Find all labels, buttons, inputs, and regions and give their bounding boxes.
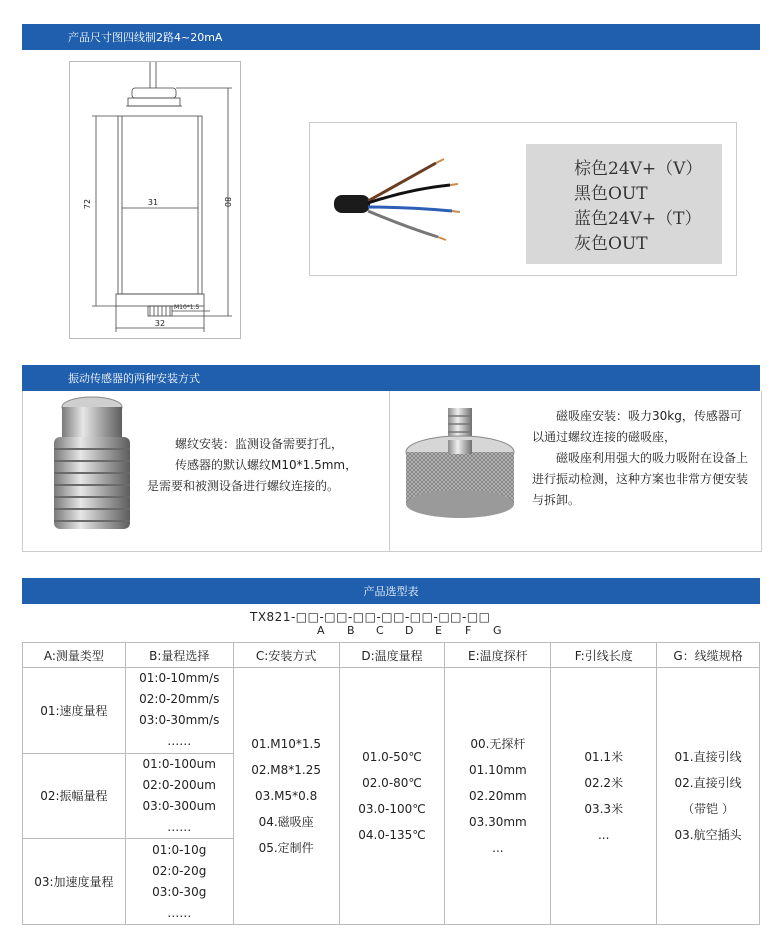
- lead-length-item: 03.3米: [584, 802, 624, 816]
- mounting-divider: [389, 391, 390, 551]
- range-item: 03:0-300um: [142, 798, 216, 813]
- mounting-section-title: 振动传感器的两种安装方式: [68, 372, 200, 385]
- wire-color-blue: 蓝色24V+（T）: [574, 209, 702, 229]
- header-install: C:安装方式: [233, 643, 339, 668]
- wire-color-black: 黑色OUT: [574, 184, 648, 204]
- dimension-section-header: [22, 24, 760, 50]
- temp-range-item: 04.0-135℃: [358, 828, 426, 842]
- range-item: 03:0-30g: [152, 884, 207, 899]
- code-letter: D: [405, 624, 414, 637]
- range-item: 01:0-100um: [142, 756, 216, 771]
- code-letter: E: [435, 624, 442, 637]
- selection-table-header: [22, 578, 760, 604]
- mounting-section-header: [22, 365, 760, 391]
- temp-probe-item: 03.30mm: [469, 815, 527, 829]
- code-letter: A: [317, 624, 325, 637]
- magnetic-base-image: [400, 400, 522, 530]
- temp-probe-item: ...: [492, 841, 504, 855]
- cable-item: （带铠 ）: [682, 802, 734, 816]
- temp-probe-item: 00.无探杆: [470, 737, 526, 751]
- threaded-stud-image: [40, 393, 140, 543]
- install-item: 02.M8*1.25: [251, 763, 322, 777]
- lead-length-item: ...: [597, 828, 610, 842]
- install-item: 05.定制件: [258, 841, 314, 855]
- code-letter: B: [347, 624, 355, 637]
- install-item: 03.M5*0.8: [255, 789, 318, 803]
- cable-item: 02.直接引线: [674, 776, 742, 790]
- thread-mount-line: 螺纹安装：监测设备需要打孔，: [175, 437, 344, 451]
- range-item: 03:0-30mm/s: [139, 713, 220, 728]
- range-cell: [125, 839, 233, 925]
- cable-item: 03.航空插头: [674, 828, 742, 842]
- dimension-section-title: 产品尺寸图四线制2路4~20mA: [68, 31, 223, 44]
- temp-range-cell: [339, 668, 445, 925]
- wiring-panel: [309, 122, 737, 276]
- temp-range-item: 03.0-100℃: [358, 802, 426, 816]
- temp-probe-item: 02.20mm: [469, 789, 527, 803]
- code-letter: F: [465, 624, 472, 637]
- range-item: 01:0-10mm/s: [139, 671, 220, 686]
- magnetic-mount-description: [532, 406, 752, 511]
- temp-range-item: 02.0-80℃: [362, 776, 422, 790]
- dim-thread: M10*1.5: [174, 304, 200, 311]
- code-letter: G: [493, 624, 502, 637]
- install-item: 04.磁吸座: [258, 815, 314, 829]
- header-temp-probe: E:温度探杆: [445, 643, 551, 668]
- dim-height-body: 72: [83, 198, 92, 210]
- range-item: ……: [167, 819, 192, 834]
- temp-probe-cell: [445, 668, 551, 925]
- measure-type-cell: 01:速度量程: [23, 668, 126, 754]
- magnetic-mount-para2: 磁吸座利用强大的吸力吸附在设备上进行振动检测，这种方案也非常方便安装与拆卸。: [532, 451, 749, 507]
- cable-cell: [657, 668, 760, 925]
- measure-type-cell: 03:加速度量程: [23, 839, 126, 925]
- dim-height-total: 80: [223, 196, 232, 208]
- wire-color-gray: 灰色OUT: [574, 234, 648, 254]
- wire-color-legend: [526, 144, 722, 264]
- header-lead-length: F:引线长度: [551, 643, 657, 668]
- code-letter: C: [376, 624, 384, 637]
- header-measure-type: A:测量类型: [23, 643, 126, 668]
- range-item: 02:0-200um: [142, 777, 216, 792]
- wire-color-brown: 棕色24V+（V）: [574, 159, 703, 179]
- lead-length-cell: [551, 668, 657, 925]
- thread-mount-line: 传感器的默认螺纹M10*1.5mm，: [175, 458, 358, 472]
- range-item: 02:0-20mm/s: [139, 692, 220, 707]
- magnetic-mount-para1: 磁吸座安装：吸力30kg，传感器可以通过螺纹连接的磁吸座，: [532, 409, 742, 444]
- table-row: [23, 668, 760, 754]
- header-temp-range: D:温度量程: [339, 643, 445, 668]
- dimension-drawing: [69, 61, 241, 339]
- thread-mount-line: 是需要和被测设备进行螺纹连接的。: [147, 479, 340, 493]
- range-item: 01:0-10g: [152, 842, 207, 857]
- thread-mount-description: [147, 434, 377, 497]
- measure-type-cell: 02:振幅量程: [23, 753, 126, 839]
- dim-width-bottom: 32: [154, 319, 166, 328]
- range-item: ……: [167, 734, 192, 749]
- header-range: B:量程选择: [125, 643, 233, 668]
- range-item: ……: [167, 905, 192, 920]
- model-code: TX821-□□-□□-□□-□□-□□-□□-□□: [250, 610, 491, 624]
- install-item: 01.M10*1.5: [251, 737, 322, 751]
- header-cable: G：线缆规格: [657, 643, 760, 668]
- range-cell: [125, 753, 233, 839]
- temp-probe-item: 01.10mm: [469, 763, 527, 777]
- lead-length-item: 02.2米: [584, 776, 624, 790]
- install-cell: [233, 668, 339, 925]
- selection-table-title: 产品选型表: [363, 585, 419, 598]
- range-cell: [125, 668, 233, 754]
- dim-width-top: 31: [147, 198, 159, 207]
- cable-item: 01.直接引线: [674, 750, 742, 764]
- selection-table: [22, 642, 760, 925]
- range-item: 02:0-20g: [152, 863, 207, 878]
- table-header-row: [23, 643, 760, 668]
- temp-range-item: 01.0-50℃: [362, 750, 422, 764]
- lead-length-item: 01.1米: [584, 750, 624, 764]
